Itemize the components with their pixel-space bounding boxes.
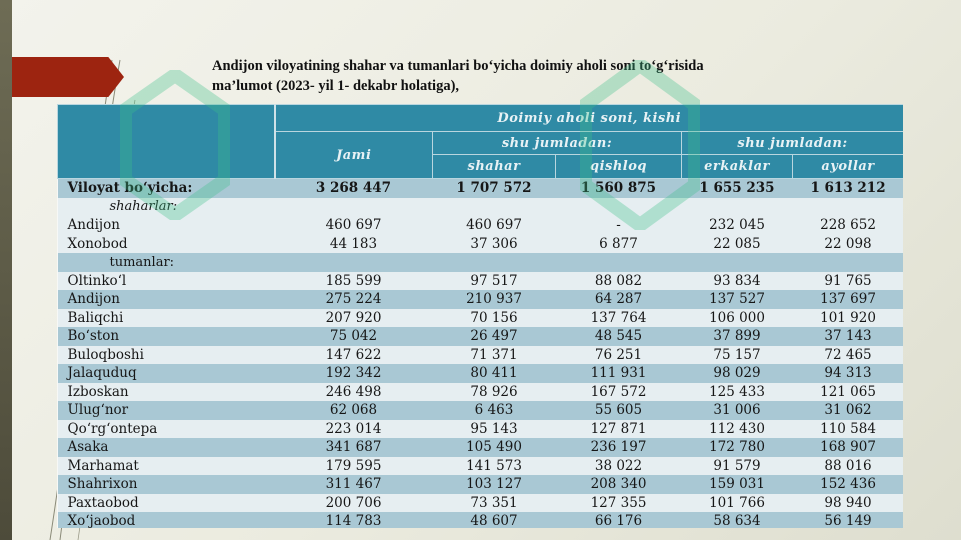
cell-ayollar: 31 062 bbox=[793, 401, 904, 420]
header-qishloq: qishloq bbox=[556, 155, 682, 179]
section-label-cities: shaharlar: bbox=[58, 198, 904, 217]
cell-jami: 185 599 bbox=[275, 272, 433, 291]
cell-qishloq: 66 176 bbox=[556, 512, 682, 528]
cell-shahar: 460 697 bbox=[433, 216, 556, 235]
cell-jami: 147 622 bbox=[275, 346, 433, 365]
title-line-1: Andijon viloyatining shahar va tumanlari bo‘yicha doimiy aholi soni to‘g‘risida bbox=[212, 58, 704, 74]
row-name: Shahrixon bbox=[58, 475, 275, 494]
row-name: Paxtaobod bbox=[58, 494, 275, 513]
table-row bbox=[58, 494, 904, 513]
cell-erkaklar: 232 045 bbox=[682, 216, 793, 235]
cell-qishloq: 208 340 bbox=[556, 475, 682, 494]
cell-shahar: 105 490 bbox=[433, 438, 556, 457]
cell-ayollar: 101 920 bbox=[793, 309, 904, 328]
cell-erkaklar: 31 006 bbox=[682, 401, 793, 420]
cell-jami: 311 467 bbox=[275, 475, 433, 494]
title-accent-tab bbox=[12, 57, 124, 97]
cell-qishloq: 111 931 bbox=[556, 364, 682, 383]
cell-shahar: 70 156 bbox=[433, 309, 556, 328]
cell-shahar: 78 926 bbox=[433, 383, 556, 402]
cell-qishloq: - bbox=[556, 216, 682, 235]
cell-shahar: 73 351 bbox=[433, 494, 556, 513]
cell-qishloq: 236 197 bbox=[556, 438, 682, 457]
cell-erkaklar: 159 031 bbox=[682, 475, 793, 494]
table-row bbox=[58, 272, 904, 291]
cell-shahar: 71 371 bbox=[433, 346, 556, 365]
cell-erkaklar: 172 780 bbox=[682, 438, 793, 457]
cell-erkaklar: 112 430 bbox=[682, 420, 793, 439]
cell-qishloq: 127 871 bbox=[556, 420, 682, 439]
table-row-total bbox=[58, 179, 904, 198]
cell-qishloq: 1 560 875 bbox=[556, 179, 682, 198]
row-name: Andijon bbox=[58, 290, 275, 309]
cell-shahar: 97 517 bbox=[433, 272, 556, 291]
cell-jami: 341 687 bbox=[275, 438, 433, 457]
cell-ayollar: 1 613 212 bbox=[793, 179, 904, 198]
row-name: Oltinko‘l bbox=[58, 272, 275, 291]
header-shahar: shahar bbox=[433, 155, 556, 179]
cell-ayollar: 228 652 bbox=[793, 216, 904, 235]
cell-erkaklar: 1 655 235 bbox=[682, 179, 793, 198]
cell-jami: 207 920 bbox=[275, 309, 433, 328]
table-row bbox=[58, 309, 904, 328]
cell-ayollar: 88 016 bbox=[793, 457, 904, 476]
cell-erkaklar: 125 433 bbox=[682, 383, 793, 402]
row-name: Izboskan bbox=[58, 383, 275, 402]
row-name: Buloqboshi bbox=[58, 346, 275, 365]
cell-qishloq: 88 082 bbox=[556, 272, 682, 291]
table-row bbox=[58, 327, 904, 346]
cell-qishloq: 6 877 bbox=[556, 235, 682, 254]
header-ayollar: ayollar bbox=[793, 155, 904, 179]
cell-jami: 44 183 bbox=[275, 235, 433, 254]
cell-shahar: 48 607 bbox=[433, 512, 556, 528]
section-row-cities bbox=[58, 198, 904, 217]
cell-qishloq: 76 251 bbox=[556, 346, 682, 365]
cell-shahar: 210 937 bbox=[433, 290, 556, 309]
cell-erkaklar: 93 834 bbox=[682, 272, 793, 291]
population-table bbox=[57, 104, 903, 528]
cell-jami: 246 498 bbox=[275, 383, 433, 402]
cell-erkaklar: 37 899 bbox=[682, 327, 793, 346]
cell-erkaklar: 75 157 bbox=[682, 346, 793, 365]
cell-ayollar: 152 436 bbox=[793, 475, 904, 494]
cell-shahar: 6 463 bbox=[433, 401, 556, 420]
cell-qishloq: 167 572 bbox=[556, 383, 682, 402]
row-name: Andijon bbox=[58, 216, 275, 235]
cell-erkaklar: 98 029 bbox=[682, 364, 793, 383]
cell-ayollar: 121 065 bbox=[793, 383, 904, 402]
cell-ayollar: 22 098 bbox=[793, 235, 904, 254]
cell-erkaklar: 101 766 bbox=[682, 494, 793, 513]
table-row bbox=[58, 346, 904, 365]
section-label-districts: tumanlar: bbox=[58, 253, 904, 272]
cell-jami: 114 783 bbox=[275, 512, 433, 528]
header-jami: Jami bbox=[275, 132, 433, 179]
cell-jami: 179 595 bbox=[275, 457, 433, 476]
cell-qishloq: 38 022 bbox=[556, 457, 682, 476]
table-row bbox=[58, 290, 904, 309]
cell-erkaklar: 106 000 bbox=[682, 309, 793, 328]
population-table-container bbox=[57, 104, 903, 528]
row-name: Ulug‘nor bbox=[58, 401, 275, 420]
table-row bbox=[58, 438, 904, 457]
row-name: Xo‘jaobod bbox=[58, 512, 275, 528]
cell-qishloq: 55 605 bbox=[556, 401, 682, 420]
cell-shahar: 95 143 bbox=[433, 420, 556, 439]
cell-shahar: 37 306 bbox=[433, 235, 556, 254]
cell-shahar: 26 497 bbox=[433, 327, 556, 346]
cell-jami: 460 697 bbox=[275, 216, 433, 235]
header-including-sex: shu jumladan: bbox=[682, 132, 904, 155]
cell-ayollar: 56 149 bbox=[793, 512, 904, 528]
cell-erkaklar: 22 085 bbox=[682, 235, 793, 254]
row-name: Baliqchi bbox=[58, 309, 275, 328]
table-row bbox=[58, 420, 904, 439]
cell-jami: 192 342 bbox=[275, 364, 433, 383]
row-name: Jalaquduq bbox=[58, 364, 275, 383]
cell-shahar: 103 127 bbox=[433, 475, 556, 494]
page-title bbox=[212, 56, 852, 96]
row-name: Viloyat bo‘yicha: bbox=[58, 179, 275, 198]
cell-shahar: 80 411 bbox=[433, 364, 556, 383]
table-row bbox=[58, 364, 904, 383]
header-population: Doimiy aholi soni, kishi bbox=[275, 105, 904, 132]
cell-jami: 3 268 447 bbox=[275, 179, 433, 198]
cell-shahar: 141 573 bbox=[433, 457, 556, 476]
cell-ayollar: 37 143 bbox=[793, 327, 904, 346]
cell-ayollar: 137 697 bbox=[793, 290, 904, 309]
cell-jami: 62 068 bbox=[275, 401, 433, 420]
cell-ayollar: 98 940 bbox=[793, 494, 904, 513]
row-name: Bo‘ston bbox=[58, 327, 275, 346]
table-row bbox=[58, 475, 904, 494]
row-name: Xonobod bbox=[58, 235, 275, 254]
section-row-districts bbox=[58, 253, 904, 272]
cell-qishloq: 48 545 bbox=[556, 327, 682, 346]
row-name: Qo‘rg‘ontepa bbox=[58, 420, 275, 439]
table-row bbox=[58, 401, 904, 420]
table-body bbox=[58, 179, 904, 529]
row-name: Marhamat bbox=[58, 457, 275, 476]
cell-ayollar: 168 907 bbox=[793, 438, 904, 457]
cell-erkaklar: 58 634 bbox=[682, 512, 793, 528]
cell-jami: 200 706 bbox=[275, 494, 433, 513]
cell-ayollar: 91 765 bbox=[793, 272, 904, 291]
cell-erkaklar: 137 527 bbox=[682, 290, 793, 309]
title-line-2: ma’lumot (2023- yil 1- dekabr holatiga), bbox=[212, 78, 460, 94]
cell-jami: 275 224 bbox=[275, 290, 433, 309]
table-row bbox=[58, 235, 904, 254]
table-row bbox=[58, 457, 904, 476]
cell-shahar: 1 707 572 bbox=[433, 179, 556, 198]
header-erkaklar: erkaklar bbox=[682, 155, 793, 179]
cell-qishloq: 127 355 bbox=[556, 494, 682, 513]
cell-erkaklar: 91 579 bbox=[682, 457, 793, 476]
header-corner bbox=[58, 105, 275, 179]
table-row bbox=[58, 216, 904, 235]
cell-ayollar: 72 465 bbox=[793, 346, 904, 365]
cell-ayollar: 94 313 bbox=[793, 364, 904, 383]
cell-jami: 75 042 bbox=[275, 327, 433, 346]
row-name: Asaka bbox=[58, 438, 275, 457]
cell-qishloq: 137 764 bbox=[556, 309, 682, 328]
table-row bbox=[58, 512, 904, 528]
cell-ayollar: 110 584 bbox=[793, 420, 904, 439]
cell-qishloq: 64 287 bbox=[556, 290, 682, 309]
header-including-area: shu jumladan: bbox=[433, 132, 682, 155]
table-row bbox=[58, 383, 904, 402]
cell-jami: 223 014 bbox=[275, 420, 433, 439]
